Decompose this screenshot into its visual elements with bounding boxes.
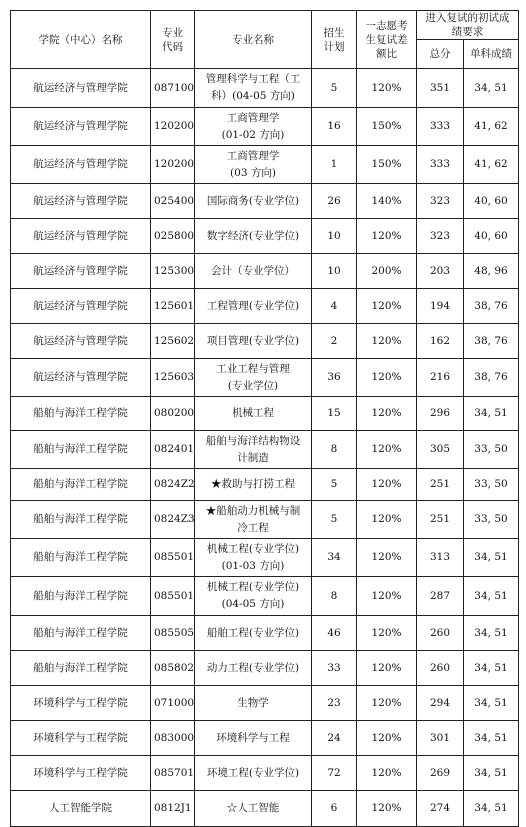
- table-row: [11, 469, 519, 501]
- cell-major: ☆人工智能: [195, 791, 312, 827]
- cell-plan: 26: [312, 184, 357, 219]
- cell-ratio: 120%: [357, 69, 417, 108]
- header-single: 单科成绩: [464, 40, 519, 69]
- cell-single: 34, 51: [464, 791, 519, 827]
- cell-code: 125602: [151, 324, 195, 359]
- cell-college: 航运经济与管理学院: [11, 289, 151, 324]
- cell-code: 0824Z2: [151, 469, 195, 501]
- cell-major: 会计（专业学位）: [195, 254, 312, 289]
- cell-major: 管理科学与工程（工 科）(04-05 方向): [195, 69, 312, 108]
- cell-major: ★船舶动力机械与制 冷工程: [195, 501, 312, 539]
- cell-total: 301: [417, 721, 464, 756]
- cell-major: 工程管理(专业学位): [195, 289, 312, 324]
- cell-college: 环境科学与工程学院: [11, 721, 151, 756]
- cell-code: 085701: [151, 756, 195, 791]
- cell-single: 38, 76: [464, 324, 519, 359]
- cell-college: 航运经济与管理学院: [11, 184, 151, 219]
- header-college: 学院（中心）名称: [11, 11, 151, 69]
- cell-plan: 8: [312, 577, 357, 616]
- cell-code: 080200: [151, 397, 195, 431]
- cell-ratio: 120%: [357, 539, 417, 577]
- cell-ratio: 140%: [357, 184, 417, 219]
- cell-major: 环境科学与工程: [195, 721, 312, 756]
- cell-college: 航运经济与管理学院: [11, 146, 151, 184]
- cell-plan: 15: [312, 397, 357, 431]
- cell-major: 工商管理学 (03 方向): [195, 146, 312, 184]
- table-row: [11, 289, 519, 324]
- cell-plan: 2: [312, 324, 357, 359]
- cell-total: 274: [417, 791, 464, 827]
- cell-plan: 24: [312, 721, 357, 756]
- cell-total: 323: [417, 219, 464, 254]
- cell-total: 287: [417, 577, 464, 616]
- cell-total: 313: [417, 539, 464, 577]
- cell-plan: 10: [312, 219, 357, 254]
- cell-single: 34, 51: [464, 397, 519, 431]
- table-row: [11, 686, 519, 721]
- table-body: [11, 69, 519, 827]
- cell-total: 305: [417, 431, 464, 469]
- cell-major: 国际商务(专业学位): [195, 184, 312, 219]
- cell-single: 40, 60: [464, 219, 519, 254]
- cell-plan: 33: [312, 651, 357, 686]
- cell-major: 生物学: [195, 686, 312, 721]
- cell-code: 025800: [151, 219, 195, 254]
- cell-college: 航运经济与管理学院: [11, 219, 151, 254]
- cell-code: 085802: [151, 651, 195, 686]
- table-row: [11, 651, 519, 686]
- cell-college: 船舶与海洋工程学院: [11, 651, 151, 686]
- cell-college: 船舶与海洋工程学院: [11, 431, 151, 469]
- cell-single: 34, 51: [464, 577, 519, 616]
- cell-single: 48, 96: [464, 254, 519, 289]
- cell-code: 085505: [151, 616, 195, 651]
- table-row: [11, 69, 519, 108]
- header-code: 专业 代码: [151, 11, 195, 69]
- cell-ratio: 120%: [357, 756, 417, 791]
- cell-college: 航运经济与管理学院: [11, 254, 151, 289]
- cell-college: 航运经济与管理学院: [11, 108, 151, 146]
- cell-plan: 23: [312, 686, 357, 721]
- cell-ratio: 150%: [357, 108, 417, 146]
- cell-code: 125300: [151, 254, 195, 289]
- table-row: [11, 539, 519, 577]
- cell-code: 125601: [151, 289, 195, 324]
- table-row: [11, 146, 519, 184]
- cell-single: 40, 60: [464, 184, 519, 219]
- cell-major: ★救助与打捞工程: [195, 469, 312, 501]
- cell-plan: 8: [312, 431, 357, 469]
- cell-code: 082401: [151, 431, 195, 469]
- cell-code: 085501: [151, 577, 195, 616]
- cell-major: 数字经济(专业学位): [195, 219, 312, 254]
- cell-college: 船舶与海洋工程学院: [11, 397, 151, 431]
- header-ratio: 一志愿考 生复试差 额比: [357, 11, 417, 69]
- cell-single: 41, 62: [464, 146, 519, 184]
- cell-major: 动力工程(专业学位): [195, 651, 312, 686]
- cell-ratio: 120%: [357, 289, 417, 324]
- table-row: [11, 359, 519, 397]
- cell-single: 34, 51: [464, 721, 519, 756]
- table-row: [11, 184, 519, 219]
- cell-plan: 10: [312, 254, 357, 289]
- cell-single: 33, 50: [464, 469, 519, 501]
- cell-total: 216: [417, 359, 464, 397]
- cell-plan: 1: [312, 146, 357, 184]
- cell-ratio: 120%: [357, 324, 417, 359]
- cell-total: 296: [417, 397, 464, 431]
- cell-code: 083000: [151, 721, 195, 756]
- cell-plan: 5: [312, 501, 357, 539]
- cell-ratio: 120%: [357, 219, 417, 254]
- cell-single: 41, 62: [464, 108, 519, 146]
- table-row: [11, 616, 519, 651]
- cell-college: 人工智能学院: [11, 791, 151, 827]
- cell-college: 航运经济与管理学院: [11, 359, 151, 397]
- cell-major: 船舶工程(专业学位): [195, 616, 312, 651]
- table-row: [11, 501, 519, 539]
- table-row: [11, 431, 519, 469]
- cell-ratio: 120%: [357, 397, 417, 431]
- cell-college: 船舶与海洋工程学院: [11, 616, 151, 651]
- cell-single: 34, 51: [464, 756, 519, 791]
- cell-total: 194: [417, 289, 464, 324]
- cell-major: 环境工程(专业学位): [195, 756, 312, 791]
- cell-code: 087100: [151, 69, 195, 108]
- cell-plan: 16: [312, 108, 357, 146]
- table-row: [11, 721, 519, 756]
- cell-ratio: 120%: [357, 431, 417, 469]
- cell-single: 34, 51: [464, 69, 519, 108]
- cell-major: 工商管理学 (01-02 方向): [195, 108, 312, 146]
- cell-ratio: 200%: [357, 254, 417, 289]
- cell-major: 工业工程与管理 (专业学位): [195, 359, 312, 397]
- cell-total: 323: [417, 184, 464, 219]
- cell-ratio: 120%: [357, 651, 417, 686]
- cell-plan: 34: [312, 539, 357, 577]
- cell-total: 251: [417, 469, 464, 501]
- header-requirement: 进入复试的初试成 绩要求: [417, 11, 519, 40]
- cell-total: 162: [417, 324, 464, 359]
- cell-code: 085501: [151, 539, 195, 577]
- cell-major: 船舶与海洋结构物设 计制造: [195, 431, 312, 469]
- cell-major: 机械工程(专业学位) (01-03 方向): [195, 539, 312, 577]
- admission-table: [10, 10, 519, 827]
- cell-code: 025400: [151, 184, 195, 219]
- cell-college: 船舶与海洋工程学院: [11, 469, 151, 501]
- cell-college: 航运经济与管理学院: [11, 324, 151, 359]
- cell-code: 120200: [151, 146, 195, 184]
- table-row: [11, 791, 519, 827]
- cell-total: 203: [417, 254, 464, 289]
- cell-major: 机械工程(专业学位) (04-05 方向): [195, 577, 312, 616]
- cell-plan: 72: [312, 756, 357, 791]
- cell-plan: 5: [312, 69, 357, 108]
- cell-ratio: 120%: [357, 501, 417, 539]
- cell-total: 333: [417, 108, 464, 146]
- cell-single: 38, 76: [464, 359, 519, 397]
- cell-code: 120200: [151, 108, 195, 146]
- table-row: [11, 324, 519, 359]
- header-total: 总分: [417, 40, 464, 69]
- cell-major: 机械工程: [195, 397, 312, 431]
- cell-single: 34, 51: [464, 539, 519, 577]
- header-plan: 招生 计划: [312, 11, 357, 69]
- header-major: 专业名称: [195, 11, 312, 69]
- cell-code: 0824Z3: [151, 501, 195, 539]
- cell-ratio: 120%: [357, 686, 417, 721]
- table-row: [11, 219, 519, 254]
- cell-total: 260: [417, 651, 464, 686]
- cell-plan: 36: [312, 359, 357, 397]
- cell-ratio: 120%: [357, 469, 417, 501]
- cell-college: 航运经济与管理学院: [11, 69, 151, 108]
- cell-college: 环境科学与工程学院: [11, 756, 151, 791]
- cell-ratio: 120%: [357, 791, 417, 827]
- cell-plan: 46: [312, 616, 357, 651]
- cell-code: 0812J1: [151, 791, 195, 827]
- cell-total: 251: [417, 501, 464, 539]
- table-row: [11, 254, 519, 289]
- cell-single: 34, 51: [464, 651, 519, 686]
- cell-ratio: 150%: [357, 146, 417, 184]
- cell-plan: 6: [312, 791, 357, 827]
- cell-college: 船舶与海洋工程学院: [11, 539, 151, 577]
- cell-code: 125603: [151, 359, 195, 397]
- cell-major: 项目管理(专业学位): [195, 324, 312, 359]
- cell-total: 260: [417, 616, 464, 651]
- cell-college: 船舶与海洋工程学院: [11, 577, 151, 616]
- table-row: [11, 397, 519, 431]
- cell-code: 071000: [151, 686, 195, 721]
- cell-single: 34, 51: [464, 686, 519, 721]
- cell-single: 33, 50: [464, 501, 519, 539]
- cell-total: 333: [417, 146, 464, 184]
- cell-ratio: 120%: [357, 359, 417, 397]
- cell-total: 351: [417, 69, 464, 108]
- cell-ratio: 120%: [357, 616, 417, 651]
- cell-college: 环境科学与工程学院: [11, 686, 151, 721]
- cell-plan: 4: [312, 289, 357, 324]
- cell-college: 船舶与海洋工程学院: [11, 501, 151, 539]
- cell-plan: 5: [312, 469, 357, 501]
- cell-ratio: 120%: [357, 577, 417, 616]
- cell-single: 38, 76: [464, 289, 519, 324]
- cell-total: 294: [417, 686, 464, 721]
- cell-total: 269: [417, 756, 464, 791]
- cell-ratio: 120%: [357, 721, 417, 756]
- table-row: [11, 577, 519, 616]
- table-row: [11, 756, 519, 791]
- cell-single: 34, 51: [464, 616, 519, 651]
- table-row: [11, 108, 519, 146]
- cell-single: 33, 50: [464, 431, 519, 469]
